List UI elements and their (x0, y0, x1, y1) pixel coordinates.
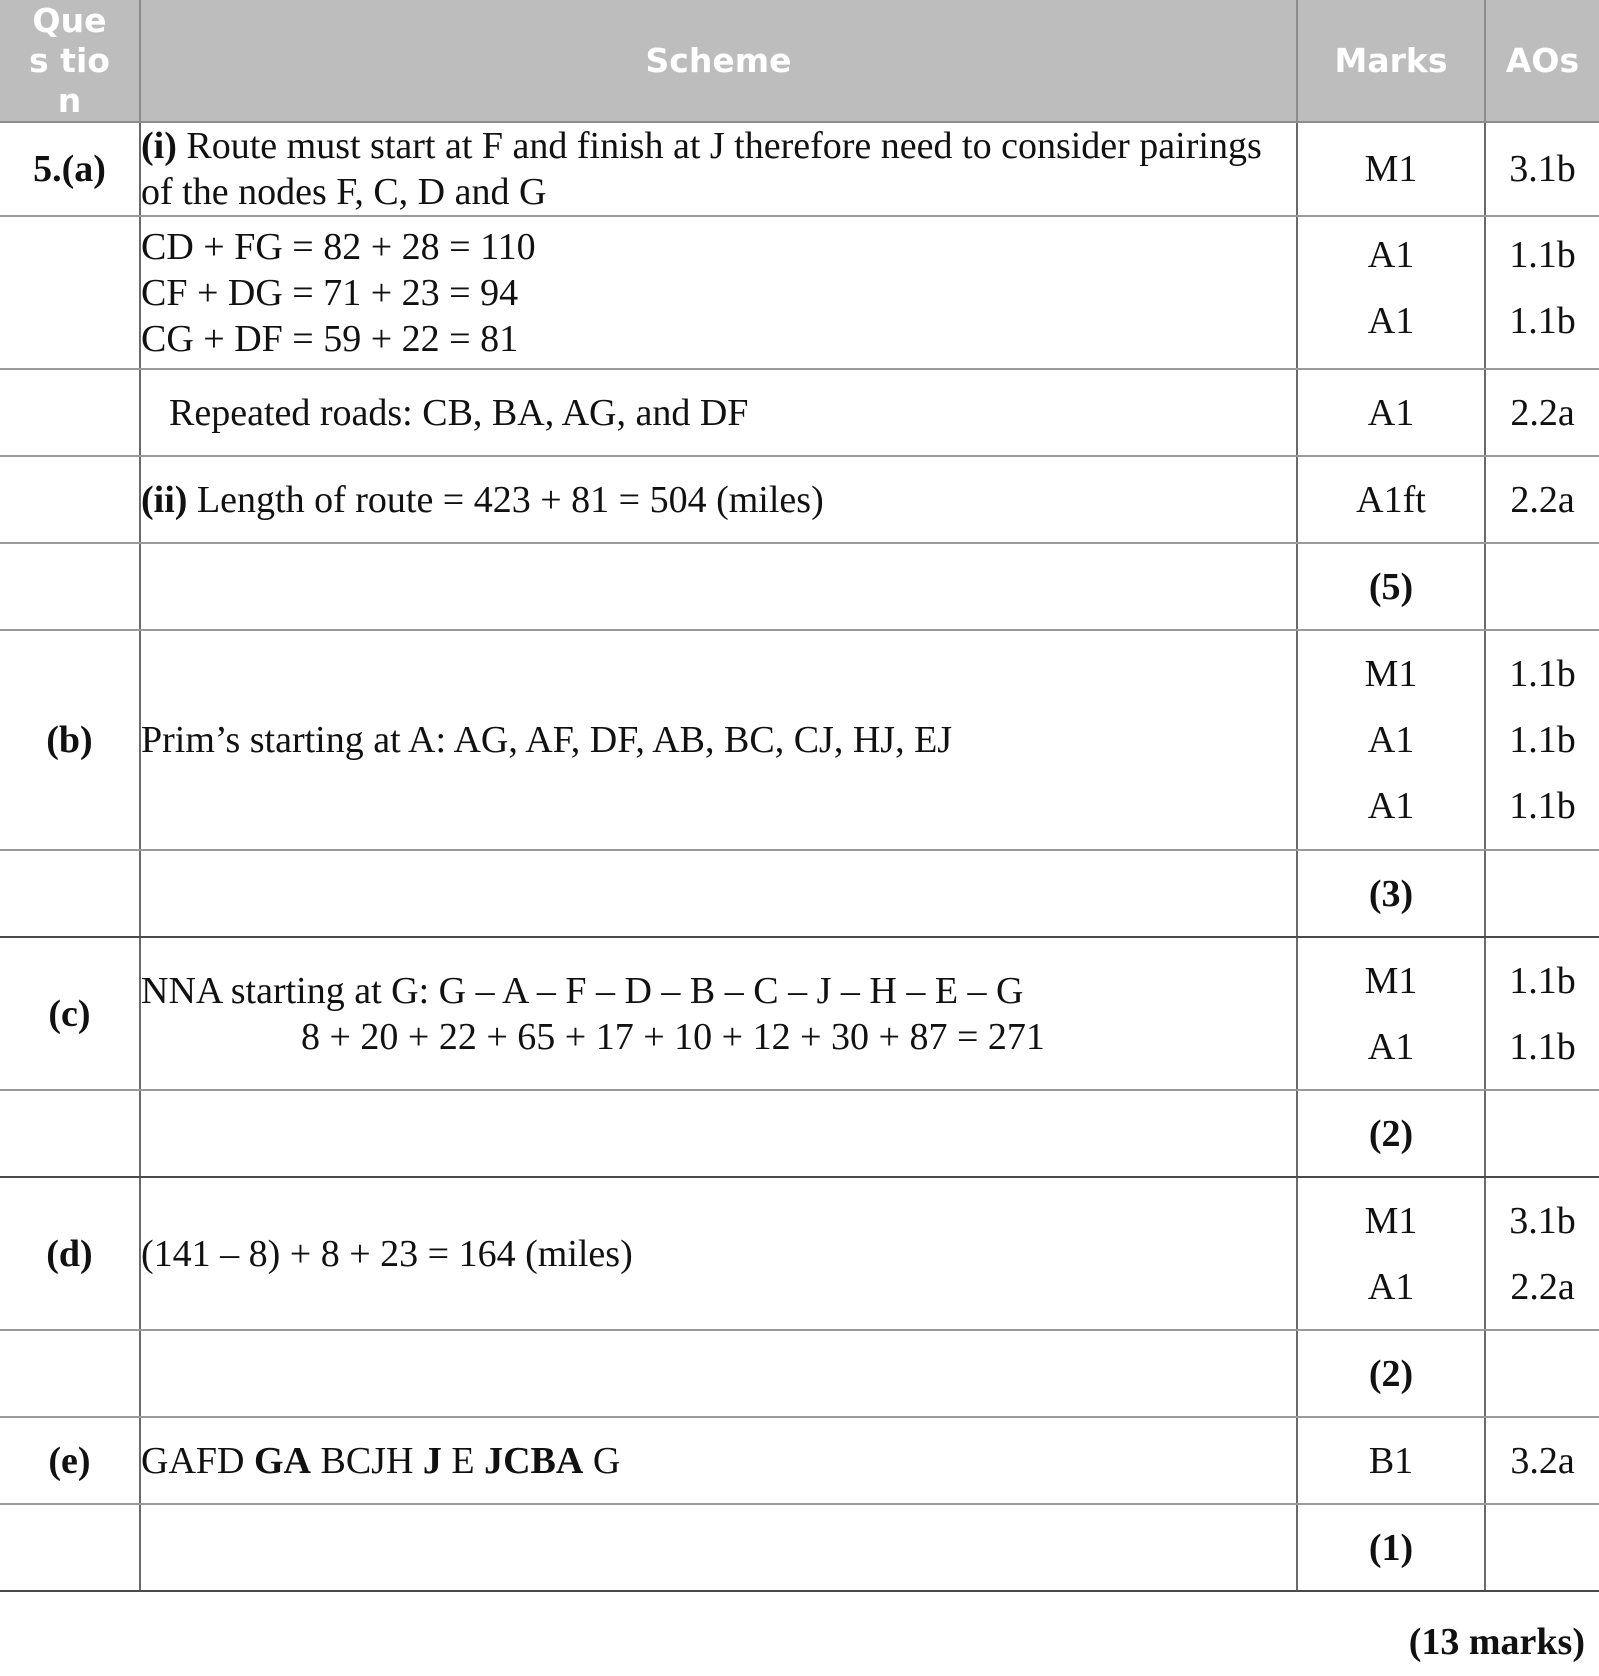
ao: 3.1b (1509, 1199, 1576, 1242)
header-row (0, 0, 1599, 122)
question-label (0, 1330, 140, 1417)
table-row (0, 456, 1599, 543)
aos-cell (1485, 630, 1599, 850)
aos-cell (1485, 1177, 1599, 1330)
aos-cell (1485, 1504, 1599, 1591)
question-label (0, 850, 140, 937)
question-label: (b) (0, 630, 140, 850)
scheme-cell (140, 1417, 1297, 1504)
scheme-cell (140, 122, 1297, 216)
route-segment-repeated: GA (253, 1439, 311, 1482)
mark: A1 (1367, 299, 1415, 342)
question-label (0, 456, 140, 543)
scheme-line: CG + DF = 59 + 22 = 81 (141, 317, 519, 360)
ao: 1.1b (1509, 653, 1576, 695)
marks-cell (1297, 630, 1485, 850)
header-question: Ques tion (0, 0, 140, 122)
ao: 1.1b (1509, 785, 1576, 827)
aos-cell (1485, 216, 1599, 369)
marks-cell: A1 (1297, 369, 1485, 456)
scheme-cell (140, 1330, 1297, 1417)
scheme-cell (140, 456, 1297, 543)
route-segment-repeated: JCBA (484, 1439, 584, 1482)
ao: 1.1b (1509, 959, 1576, 1002)
aos-cell: 3.1b (1485, 122, 1599, 216)
subtotal-row (0, 1504, 1599, 1591)
question-label (0, 369, 140, 456)
mark: A1 (1367, 1025, 1415, 1068)
ao: 1.1b (1509, 233, 1576, 276)
mark: M1 (1364, 1199, 1418, 1242)
table-row (0, 937, 1599, 1090)
question-label (0, 216, 140, 369)
marks-cell: A1ft (1297, 456, 1485, 543)
aos-cell (1485, 1090, 1599, 1177)
scheme-text: Length of route = 423 + 81 = 504 (miles) (196, 478, 824, 521)
mark: A1 (1367, 233, 1415, 276)
ao: 1.1b (1509, 719, 1576, 761)
grand-total: (13 marks) (1408, 1621, 1585, 1663)
subtotal-row (0, 1330, 1599, 1417)
scheme-cell (140, 937, 1297, 1090)
question-label: (c) (0, 937, 140, 1090)
question-label (0, 543, 140, 630)
route-segment-repeated: J (422, 1439, 442, 1482)
table-row (0, 369, 1599, 456)
scheme-cell (140, 543, 1297, 630)
scheme-cell (140, 1090, 1297, 1177)
sub-part-label: (i) (141, 125, 177, 167)
header-aos: AOs (1485, 0, 1599, 122)
subtotal-marks: (1) (1297, 1504, 1485, 1591)
marks-cell (1297, 937, 1485, 1090)
scheme-cell: (141 – 8) + 8 + 23 = 164 (miles) (140, 1177, 1297, 1330)
question-label: 5.(a) (0, 122, 140, 216)
marks-cell (1297, 216, 1485, 369)
header-scheme: Scheme (140, 0, 1297, 122)
table-row (0, 1417, 1599, 1504)
subtotal-row (0, 1090, 1599, 1177)
ao: 1.1b (1509, 299, 1576, 342)
route-segment: BCJH (310, 1439, 423, 1482)
question-label: (d) (0, 1177, 140, 1330)
route-segment: G (583, 1439, 621, 1482)
aos-cell (1485, 937, 1599, 1090)
marks-cell: B1 (1297, 1417, 1485, 1504)
table-row (0, 630, 1599, 850)
scheme-line: CD + FG = 82 + 28 = 110 (141, 225, 536, 268)
mark: A1 (1367, 785, 1415, 827)
aos-cell: 2.2a (1485, 369, 1599, 456)
subtotal-row (0, 850, 1599, 937)
subtotal-row (0, 543, 1599, 630)
marks-cell (1297, 1177, 1485, 1330)
scheme-line: NNA starting at G: G – A – F – D – B – C – J – H – E – G (141, 969, 1024, 1012)
route-segment: GAFD (141, 1439, 254, 1482)
question-label (0, 1504, 140, 1591)
ao: 2.2a (1510, 1265, 1575, 1308)
subtotal-marks: (3) (1297, 850, 1485, 937)
scheme-cell (140, 1504, 1297, 1591)
table-row (0, 1177, 1599, 1330)
subtotal-marks: (2) (1297, 1330, 1485, 1417)
aos-cell (1485, 1330, 1599, 1417)
table-row (0, 216, 1599, 369)
table-row (0, 122, 1599, 216)
aos-cell: 3.2a (1485, 1417, 1599, 1504)
mark: A1 (1367, 1265, 1415, 1308)
marks-cell: M1 (1297, 122, 1485, 216)
question-label (0, 1090, 140, 1177)
scheme-cell (140, 216, 1297, 369)
scheme-text: Route must start at F and finish at J therefore need to consider pairings of the nodes F, C, D and G (141, 125, 1262, 213)
scheme-cell: Repeated roads: CB, BA, AG, and DF (140, 369, 1297, 456)
subtotal-marks: (5) (1297, 543, 1485, 630)
route-segment: E (441, 1439, 485, 1482)
aos-cell (1485, 543, 1599, 630)
question-label: (e) (0, 1417, 140, 1504)
scheme-line: CF + DG = 71 + 23 = 94 (141, 271, 519, 314)
subtotal-marks: (2) (1297, 1090, 1485, 1177)
scheme-line: 8 + 20 + 22 + 65 + 17 + 10 + 12 + 30 + 87 = 271 (301, 1015, 1045, 1058)
mark: A1 (1367, 719, 1415, 761)
ao: 1.1b (1509, 1025, 1576, 1068)
aos-cell (1485, 850, 1599, 937)
aos-cell: 2.2a (1485, 456, 1599, 543)
mark: M1 (1364, 959, 1418, 1002)
sub-part-label: (ii) (141, 478, 188, 521)
scheme-cell: Prim’s starting at A: AG, AF, DF, AB, BC, CJ, HJ, EJ (140, 630, 1297, 850)
scheme-cell (140, 850, 1297, 937)
mark: M1 (1364, 653, 1418, 695)
header-marks: Marks (1297, 0, 1485, 122)
